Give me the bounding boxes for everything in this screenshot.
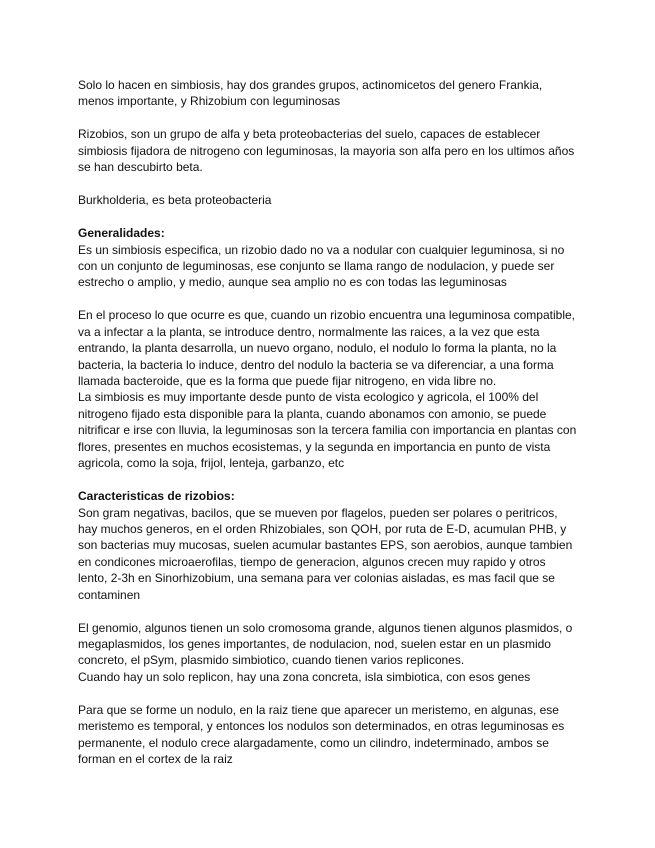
paragraph-spacer <box>78 685 578 702</box>
document-page <box>78 77 578 767</box>
paragraph-nodulo: Para que se forme un nodulo, en la raiz tiene que aparecer un meristemo, en algunas, ese meristemo es temporal, y entonces los nodulos son determinados, en otras leguminosas es permanente, el nodulo crece alargadamente, como un cilindro, indeterminado, ambos se forman en el cortex de la raiz <box>78 702 565 766</box>
paragraph-importancia: La simbiosis es muy importante desde punto de vista ecologico y agricola, el 100% del nitrogeno fijado esta disponible para la planta, cuando abonamos con amonio, se puede nitrificar e irse con lluvia, la leguminosas son la tercera familia con importancia en plantas con flores, presentes en muchos ecosistemas, y la segunda en importancia en punto de vista agricola, como la soja, frijol, lenteja, garbanzo, etc <box>78 390 577 471</box>
paragraph-proceso: En el proceso lo que ocurre es que, cuando un rizobio encuentra una leguminosa compatible, va a infectar a la planta, se introduce dentro, normalmente las raices, a la vez que esta entrando, la planta desarrolla, un nuevo organo, nodulo, el nodulo lo forma la planta, no la bacteria, la bacteria lo induce, dentro del nodulo la bacteria se va diferenciar, a una forma llamada bacteroide, que es la forma que puede fijar nitrogeno, en vida libre no. <box>78 308 575 389</box>
paragraph-spacer <box>78 110 578 127</box>
paragraph-replicon: Cuando hay un solo replicon, hay una zona concreta, isla simbiotica, con esos genes <box>78 669 531 684</box>
paragraph-burkholderia: Burkholderia, es beta proteobacteria <box>78 193 272 208</box>
paragraph-rizobios: Rizobios, son un grupo de alfa y beta proteobacterias del suelo, capaces de establecer simbiosis fijadora de nitrogeno con leguminosas, la mayoria son alfa pero en los ultimos años se han descubirto beta. <box>78 127 575 175</box>
heading-generalidades: Generalidades: <box>78 226 165 241</box>
paragraph-spacer <box>78 176 578 193</box>
paragraph-especificidad: Es un simbiosis especifica, un rizobio dado no va a nodular con cualquier leguminosa, si no con un conjunto de leguminosas, ese conjunto se llama rango de nodulacion, y puede ser estrecho o amplio, y medio, aunque sea amplio no es con todas las leguminosas <box>78 242 565 290</box>
paragraph-spacer <box>78 291 578 308</box>
paragraph-spacer <box>78 603 578 620</box>
heading-caracteristicas: Caracteristicas de rizobios: <box>78 489 235 504</box>
paragraph-genomio: El genomio, algunos tienen un solo cromosoma grande, algunos tienen algunos plasmidos, o megaplasmidos, los genes importantes, de nodulacion, nod, suelen estar en un plasmido concreto, el pSym, plasmido simbiotico, cuando tienen varios replicones. <box>78 620 573 668</box>
paragraph-spacer <box>78 209 578 226</box>
paragraph-spacer <box>78 472 578 489</box>
paragraph-caracteristicas: Son gram negativas, bacilos, que se mueven por flagelos, pueden ser polares o peritricos, hay muchos generos, en el orden Rhizobiales, son QOH, por ruta de E-D, acumulan PHB, y son bacterias muy mucosas, suelen acumular bastantes EPS, son aerobios, aunque tambien en condicones microaerofilas, tiempo de generacion, algunos crecen muy rapido y otros lento, 2-3h en Sinorhizobium, una semana para ver colonias aisladas, es mas facil que se contaminen <box>78 505 573 602</box>
paragraph-intro: Solo lo hacen en simbiosis, hay dos grandes grupos, actinomicetos del genero Frankia, menos importante, y Rhizobium con leguminosas <box>78 78 543 109</box>
